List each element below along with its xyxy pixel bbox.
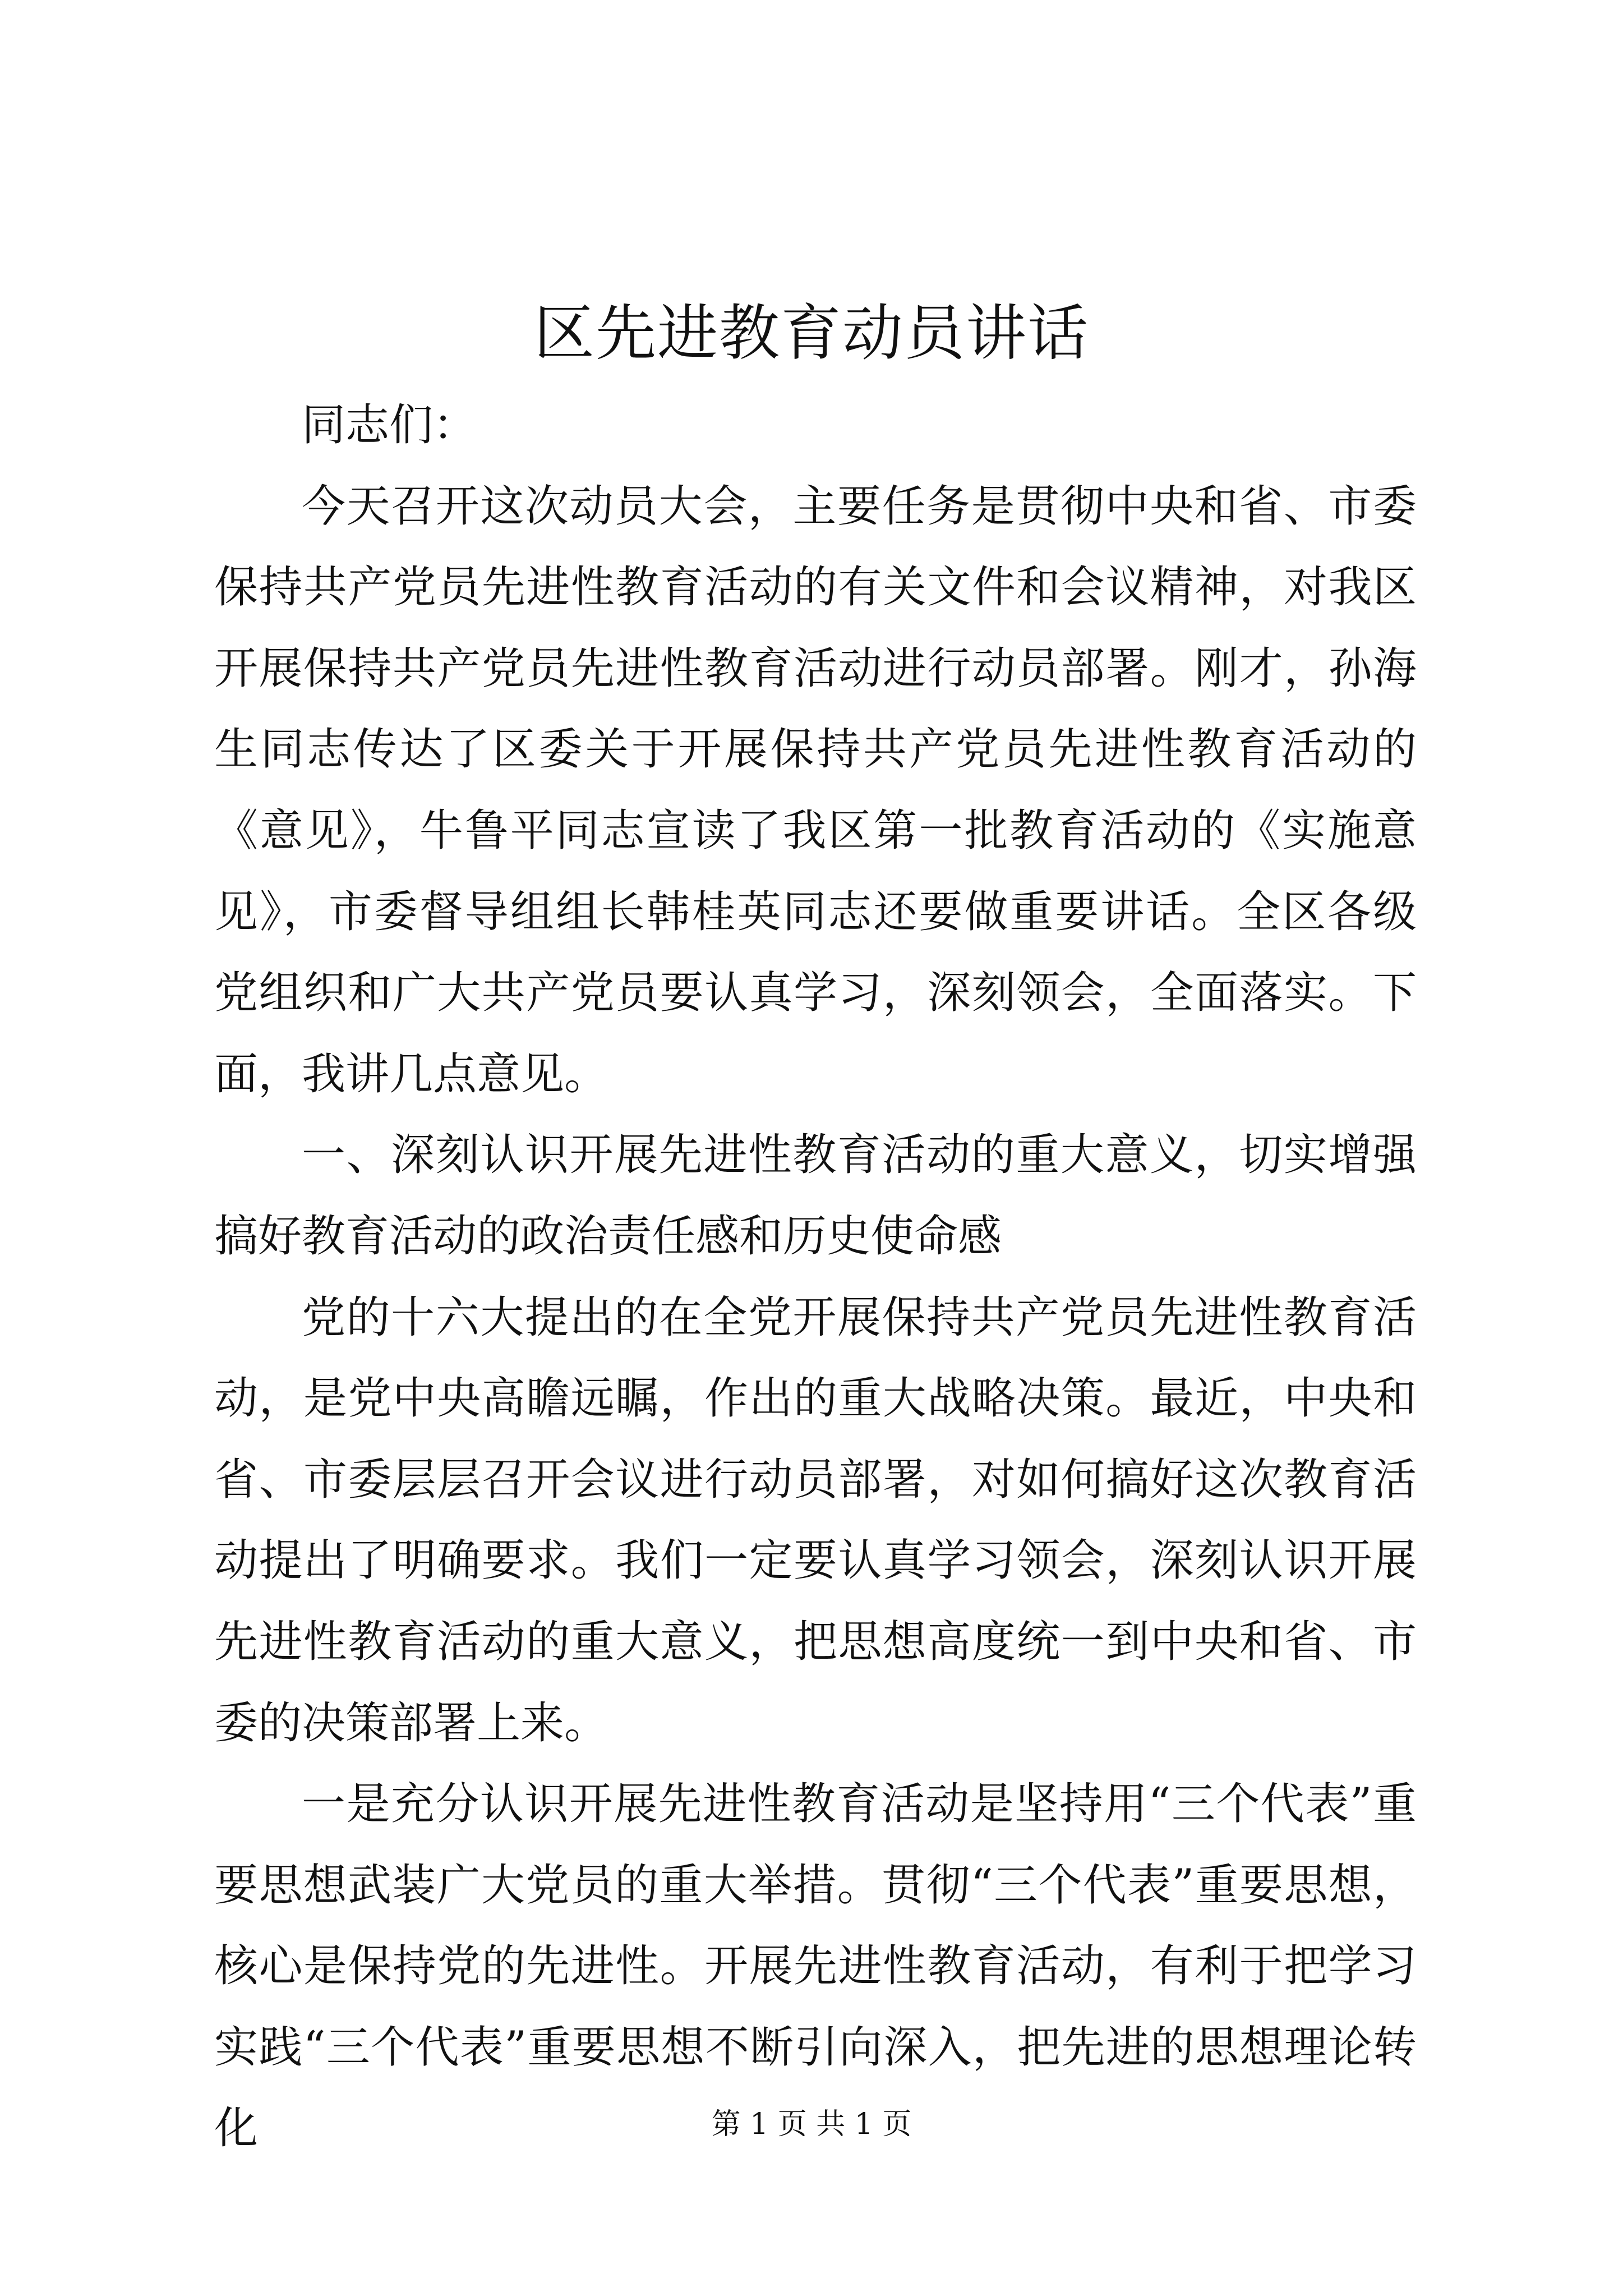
body-paragraph: 一是充分认识开展先进性教育活动是坚持用“三个代表”重要思想武装广大党员的重大举措。贯彻“三个代表”重要思想，核心是保持党的先进性。开展先进性教育活动，有利于把学习实践“三个代表”重要思想不断引向深入，把先进的思想理论转化 xyxy=(214,1779,1417,2154)
body-paragraph: 党的十六大提出的在全党开展保持共产党员先进性教育活动，是党中央高瞻远瞩，作出的重大战略决策。最近，中央和省、市委层层召开会议进行动员部署，对如何搞好这次教育活动提出了明确要求。我们一定要认真学习领会，深刻认识开展先进性教育活动的重大意义，把思想高度统一到中央和省、市委的决策部署上来。 xyxy=(214,1292,1417,1749)
page-number-footer: 第 1 页 共 1 页 xyxy=(711,2108,912,2141)
greeting-paragraph: 同志们： xyxy=(302,400,477,450)
section-heading-1: 一、深刻认识开展先进性教育活动的重大意义，切实增强搞好教育活动的政治责任感和历史使命感 xyxy=(214,1130,1417,1262)
document-title: 区先进教育动员讲话 xyxy=(533,298,1089,369)
intro-paragraph: 今天召开这次动员大会，主要任务是贯彻中央和省、市委保持共产党员先进性教育活动的有关文件和会议精神，对我区开展保持共产党员先进性教育活动进行动员部署。刚才，孙海生同志传达了区委关于开展保持共产党员先进性教育活动的《意见》，牛鲁平同志宣读了我区第一批教育活动的《实施意见》，市委督导组组长韩桂英同志还要做重要讲话。全区各级党组织和广大共产党员要认真学习，深刻领会，全面落实。下面，我讲几点意见。 xyxy=(214,481,1417,1099)
document-body xyxy=(214,385,1417,2169)
